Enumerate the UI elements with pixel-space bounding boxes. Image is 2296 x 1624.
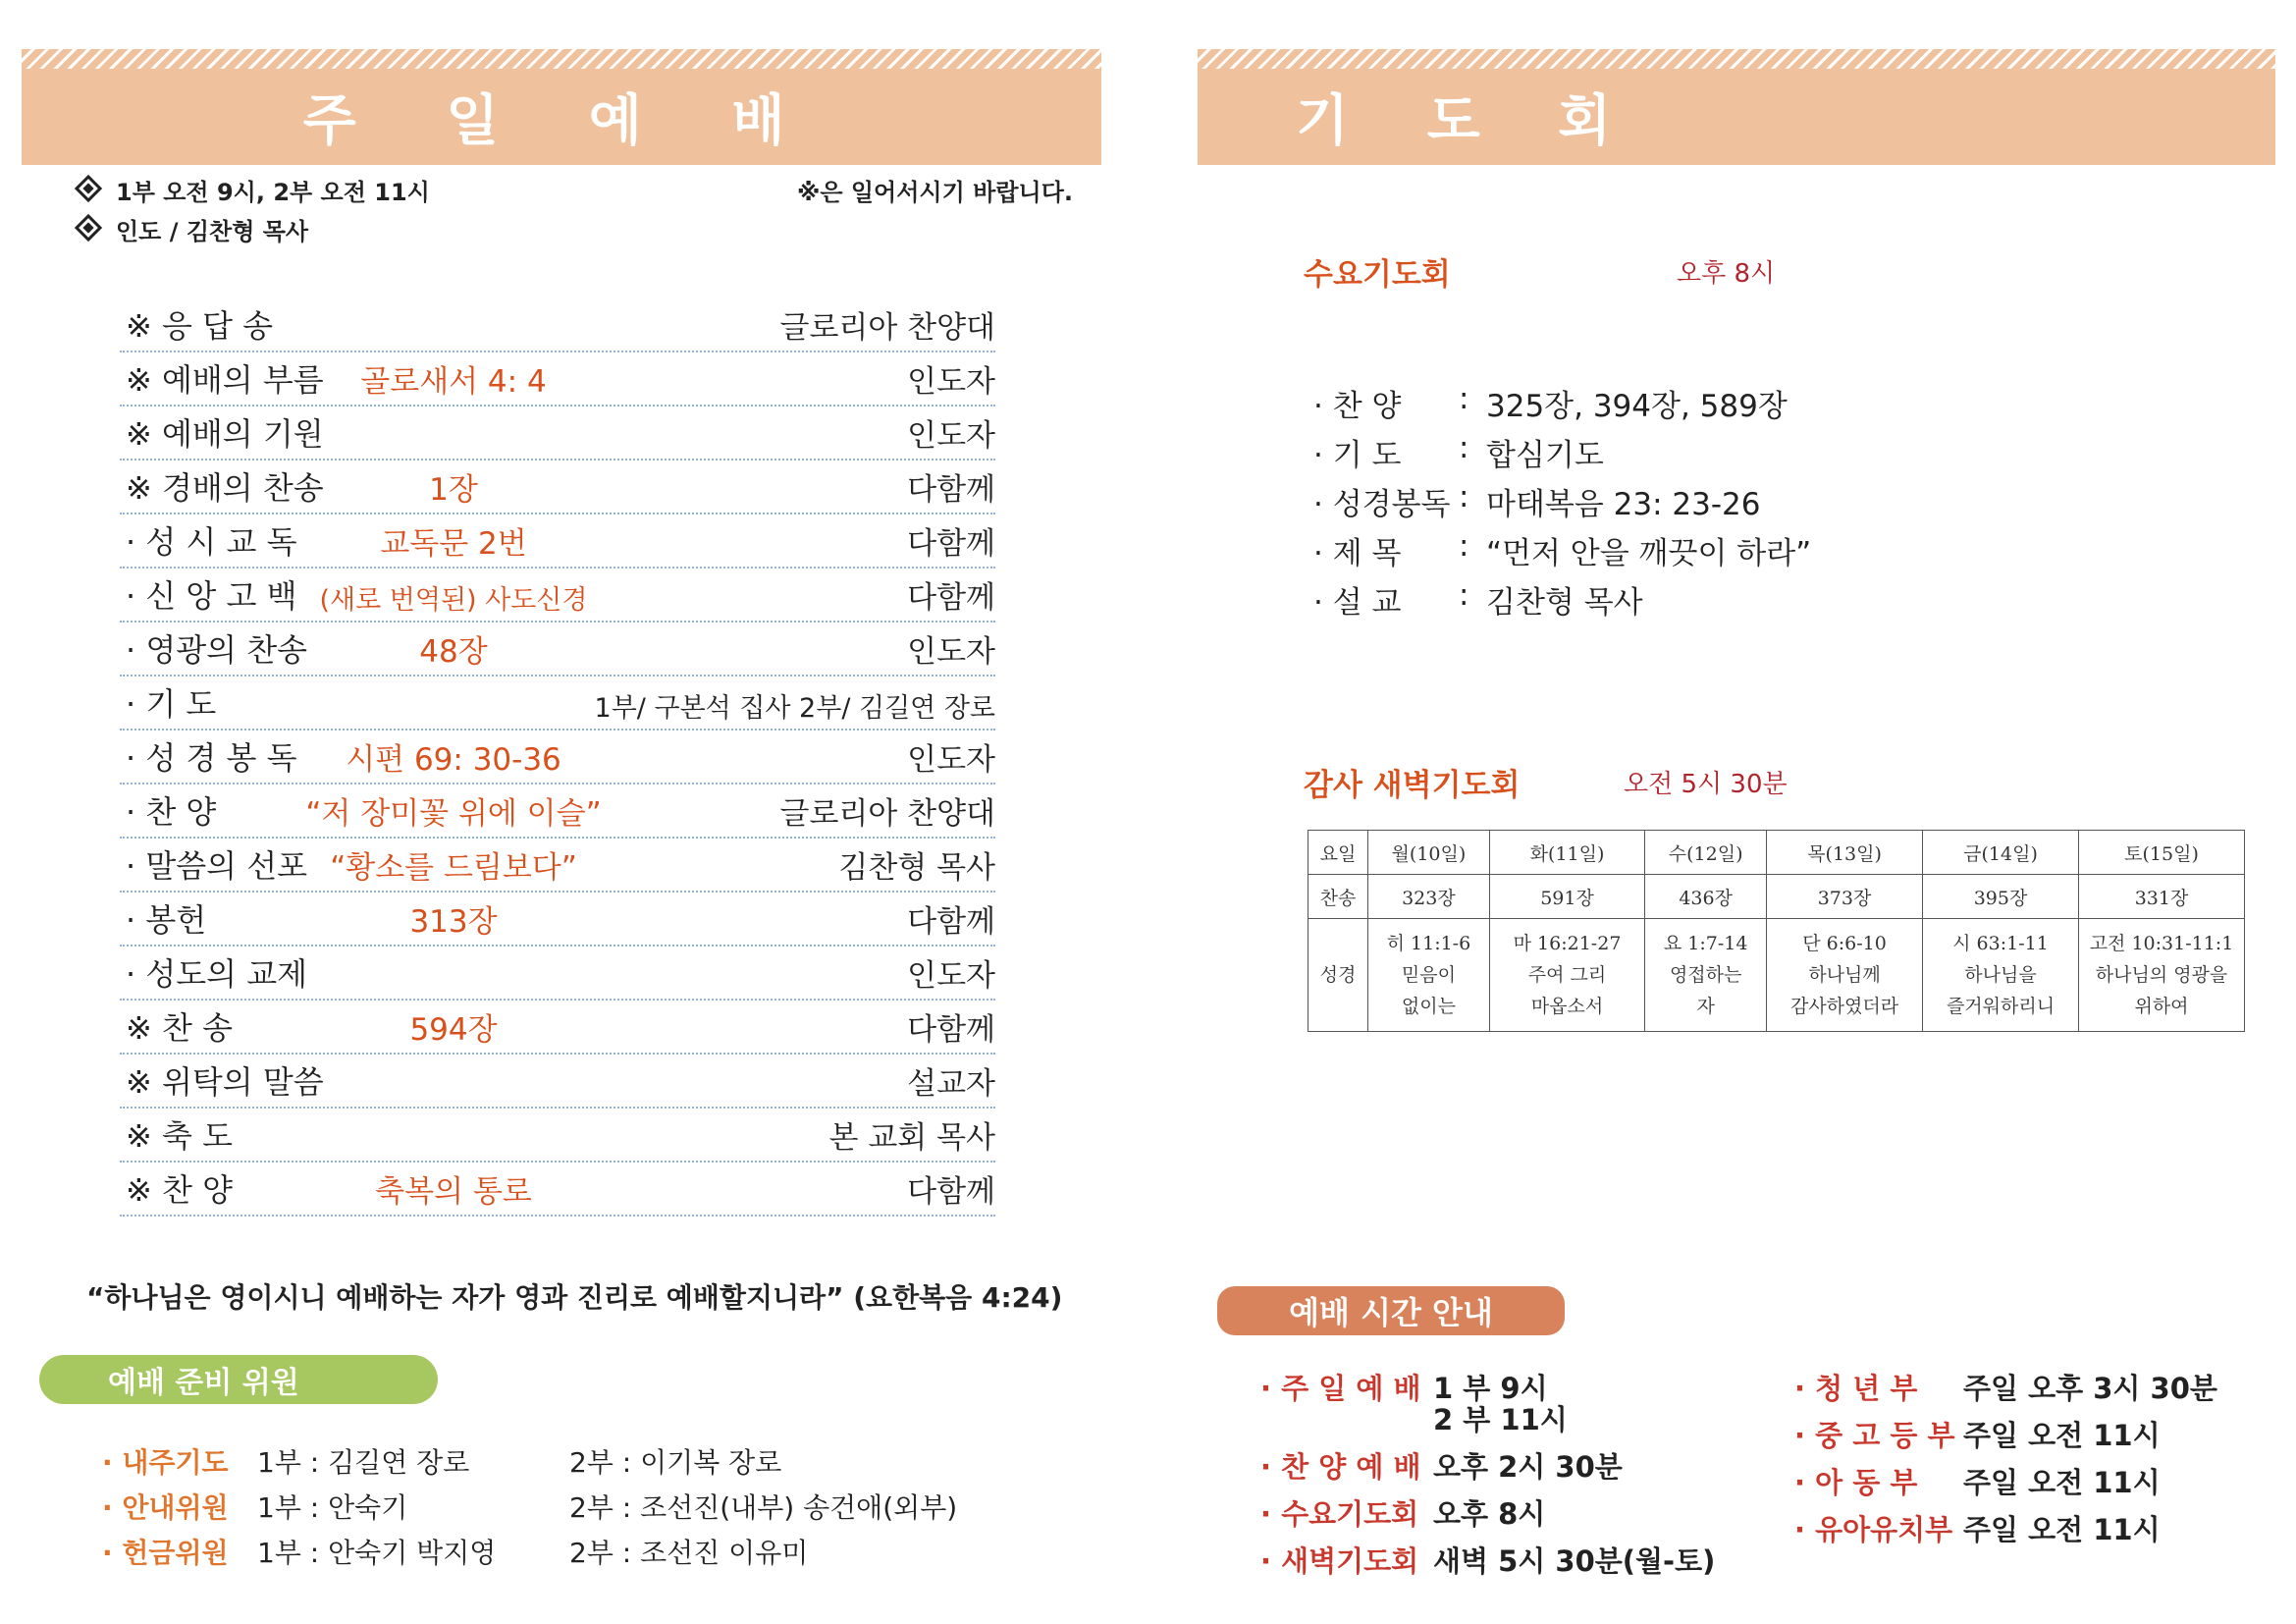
bible-ref: 요 1:7-14 (1663, 933, 1748, 954)
dawn-prayer-table (1308, 830, 2245, 1032)
order-detail: 교독문 2번 (380, 526, 527, 562)
order-item: · 기 도 (126, 685, 217, 723)
prep-label: · 안내위원 (102, 1491, 229, 1524)
order-row (120, 405, 995, 460)
banner-stripe (1198, 49, 2275, 69)
table-row (1308, 875, 2245, 919)
schedule-key: · 새벽기도회 (1260, 1544, 1419, 1578)
order-row (120, 1053, 995, 1109)
prep-first-service: 1부 : 안숙기 (257, 1491, 408, 1524)
prep-label: · 헌금위원 (102, 1537, 229, 1569)
order-by: 다함께 (907, 1174, 995, 1210)
order-item: · 말씀의 선포 (126, 847, 308, 885)
order-detail: 골로새서 4: 4 (360, 364, 547, 400)
service-schedule-pill: 예배 시간 안내 (1217, 1286, 1565, 1335)
order-row (120, 459, 995, 514)
bible-ref: 고전 10:31-11:1 (2089, 933, 2234, 954)
order-by: 인도자 (907, 418, 995, 454)
order-item: ※ 예배의 기원 (126, 415, 324, 453)
order-row (120, 621, 995, 677)
order-item: ※ 위탁의 말씀 (126, 1063, 324, 1101)
bible-text: 감사하였더라 (1789, 996, 1899, 1017)
order-by: 다함께 (907, 472, 995, 508)
order-detail: 시편 69: 30-36 (346, 742, 561, 778)
wednesday-key: · 성경봉독 (1313, 487, 1451, 522)
schedule-key: · 수요기도회 (1260, 1497, 1419, 1531)
order-row (120, 945, 995, 1001)
right-banner (1198, 49, 2275, 165)
order-row (120, 837, 995, 893)
bible-text: 즐거워하리니 (1946, 996, 2056, 1017)
order-detail: “황소를 드림보다” (330, 850, 577, 886)
bible-text: 없이는 (1401, 996, 1456, 1017)
bible-ref: 마 16:21-27 (1513, 933, 1622, 954)
order-item: · 봉헌 (126, 901, 207, 939)
order-row (120, 1107, 995, 1163)
order-by: 인도자 (907, 364, 995, 400)
bible-ref: 단 6:6-10 (1802, 933, 1887, 954)
order-row (120, 999, 995, 1055)
wednesday-value: “먼저 안을 깨끗이 하라” (1486, 536, 1812, 571)
order-row (120, 351, 995, 406)
order-by: 설교자 (907, 1066, 995, 1102)
schedule-value: 주일 오전 11시 (1963, 1513, 2161, 1546)
wednesday-key: · 설 교 (1313, 585, 1402, 621)
order-detail: 594장 (409, 1012, 498, 1048)
order-by: 다함께 (907, 526, 995, 562)
wednesday-key: · 기 도 (1313, 438, 1402, 473)
table-cell (1489, 919, 1644, 1032)
wednesday-prayer-time: 오후 8시 (1677, 259, 1776, 289)
order-row (120, 891, 995, 947)
bible-text: 주여 그리 (1527, 964, 1607, 986)
schedule-value: 주일 오전 11시 (1963, 1419, 2161, 1452)
wednesday-key: · 찬 양 (1313, 389, 1402, 424)
order-item: · 성도의 교제 (126, 955, 308, 993)
order-by: 다함께 (907, 904, 995, 940)
prayer-meeting-title: 기 도 회 (1296, 89, 1641, 153)
colon: : (1459, 381, 1469, 416)
table-header-cell: 요일 (1308, 831, 1368, 875)
order-by: 인도자 (907, 958, 995, 994)
wednesday-value: 합심기도 (1486, 438, 1604, 473)
order-item: ※ 찬 양 (126, 1171, 233, 1209)
order-item: · 성 시 교 독 (126, 523, 297, 561)
table-cell (1923, 919, 2079, 1032)
bible-text: 하나님을 (1964, 964, 2037, 986)
bible-ref: 히 11:1-6 (1386, 933, 1471, 954)
order-item: ※ 찬 송 (126, 1009, 233, 1047)
order-item: · 찬 양 (126, 793, 217, 831)
bible-text: 위하여 (2134, 996, 2189, 1017)
order-by: 본 교회 목사 (828, 1120, 995, 1156)
table-cell: 436장 (1645, 875, 1767, 919)
banner-stripe (22, 49, 1101, 69)
table-row-label: 성경 (1308, 919, 1368, 1032)
order-detail: 48장 (419, 634, 488, 670)
order-row (120, 297, 995, 352)
schedule-value: 주일 오전 11시 (1963, 1466, 2161, 1499)
table-header-cell: 수(12일) (1645, 831, 1767, 875)
sunday-worship-title: 주 일 예 배 (302, 89, 821, 153)
schedule-key: · 청 년 부 (1794, 1372, 1918, 1405)
table-header-cell: 월(10일) (1368, 831, 1490, 875)
table-row-label: 찬송 (1308, 875, 1368, 919)
schedule-value: 주일 오후 3시 30분 (1963, 1372, 2217, 1405)
bible-text: 하나님께 (1808, 964, 1881, 986)
dawn-prayer-title: 감사 새벽기도회 (1304, 768, 1521, 803)
schedule-key: · 주 일 예 배 (1260, 1372, 1421, 1405)
order-item: ※ 경배의 찬송 (126, 469, 324, 507)
schedule-key: · 아 동 부 (1794, 1466, 1918, 1499)
bible-text: 마옵소서 (1530, 996, 1604, 1017)
diamond-icon (75, 175, 102, 202)
order-detail: 축복의 통로 (375, 1174, 532, 1210)
bible-text: 믿음이 (1401, 964, 1456, 986)
prep-committee-pill: 예배 준비 위원 (39, 1355, 438, 1404)
colon: : (1459, 430, 1469, 465)
order-by: 인도자 (907, 634, 995, 670)
order-item: · 영광의 찬송 (126, 631, 308, 669)
prep-first-service: 1부 : 김길연 장로 (257, 1446, 470, 1479)
order-item: ※ 예배의 부름 (126, 361, 324, 399)
schedule-value: 오후 8시 (1433, 1497, 1546, 1531)
left-banner (22, 49, 1101, 165)
order-detail: 313장 (409, 904, 498, 940)
bible-ref: 시 63:1-11 (1952, 933, 2049, 954)
table-cell: 395장 (1923, 875, 2079, 919)
order-by: 다함께 (907, 580, 995, 616)
table-header-cell: 목(13일) (1767, 831, 1923, 875)
standing-note: ※은 일어서시기 바랍니다. (797, 179, 1073, 206)
order-by: 1부/ 구본석 집사 2부/ 김길연 장로 (594, 693, 995, 724)
order-row (120, 513, 995, 568)
order-by: 다함께 (907, 1012, 995, 1048)
table-cell: 323장 (1368, 875, 1490, 919)
order-detail: “저 장미꽃 위에 이슬” (305, 796, 602, 832)
prep-second-service: 2부 : 조선진(내부) 송건애(외부) (569, 1491, 958, 1524)
wednesday-value: 325장, 394장, 589장 (1486, 389, 1788, 424)
order-detail: 1장 (429, 472, 478, 508)
table-cell: 331장 (2079, 875, 2245, 919)
order-item: ※ 응 답 송 (126, 307, 274, 345)
table-header-cell: 토(15일) (2079, 831, 2245, 875)
order-by: 글로리아 찬양대 (779, 796, 995, 832)
worship-leader: 인도 / 김찬형 목사 (79, 212, 308, 246)
bible-text: 하나님의 영광을 (2095, 964, 2228, 986)
order-by: 인도자 (907, 742, 995, 778)
colon: : (1459, 479, 1469, 514)
scripture-verse: “하나님은 영이시니 예배하는 자가 영과 진리로 예배할지니라” (요한복음 4:24) (86, 1281, 1063, 1314)
prep-label: · 내주기도 (102, 1446, 229, 1479)
schedule-value: 새벽 5시 30분(월-토) (1433, 1544, 1716, 1578)
bible-text: 영접하는 (1669, 964, 1742, 986)
bible-text: 자 (1696, 996, 1715, 1017)
dawn-prayer-time: 오전 5시 30분 (1624, 770, 1788, 799)
order-item: ※ 축 도 (126, 1117, 233, 1155)
wednesday-prayer-title: 수요기도회 (1304, 257, 1451, 293)
table-header-cell: 화(11일) (1489, 831, 1644, 875)
wednesday-value: 김찬형 목사 (1486, 585, 1643, 621)
order-row (120, 729, 995, 785)
order-row (120, 783, 995, 839)
order-item: · 신 앙 고 백 (126, 577, 297, 615)
table-cell (1368, 919, 1490, 1032)
table-header-row (1308, 831, 2245, 875)
table-cell (2079, 919, 2245, 1032)
table-header-cell: 금(14일) (1923, 831, 2079, 875)
table-cell: 591장 (1489, 875, 1644, 919)
order-row (120, 1161, 995, 1217)
order-detail: (새로 번역된) 사도신경 (319, 585, 588, 616)
order-by: 김찬형 목사 (838, 850, 995, 886)
schedule-key: · 찬 양 예 배 (1260, 1450, 1421, 1484)
order-row (120, 675, 995, 731)
prep-first-service: 1부 : 안숙기 박지영 (257, 1537, 497, 1569)
order-by: 글로리아 찬양대 (779, 310, 995, 346)
schedule-value: 오후 2시 30분 (1433, 1450, 1623, 1484)
prep-second-service: 2부 : 조선진 이유미 (569, 1537, 809, 1569)
prep-second-service: 2부 : 이기복 장로 (569, 1446, 782, 1479)
schedule-value: 1 부 9시 (1433, 1372, 1548, 1405)
wednesday-value: 마태복음 23: 23-26 (1486, 487, 1761, 522)
order-row (120, 567, 995, 623)
order-item: · 성 경 봉 독 (126, 739, 297, 777)
worship-times: 1부 오전 9시, 2부 오전 11시 (79, 173, 430, 207)
schedule-key: · 중 고 등 부 (1794, 1419, 1955, 1452)
schedule-key: · 유아유치부 (1794, 1513, 1953, 1546)
table-cell (1645, 919, 1767, 1032)
diamond-icon (75, 214, 102, 242)
colon: : (1459, 577, 1469, 613)
wednesday-key: · 제 목 (1313, 536, 1402, 571)
table-cell: 373장 (1767, 875, 1923, 919)
table-cell (1767, 919, 1923, 1032)
schedule-value: 2 부 11시 (1433, 1403, 1568, 1436)
table-row (1308, 919, 2245, 1032)
colon: : (1459, 528, 1469, 564)
